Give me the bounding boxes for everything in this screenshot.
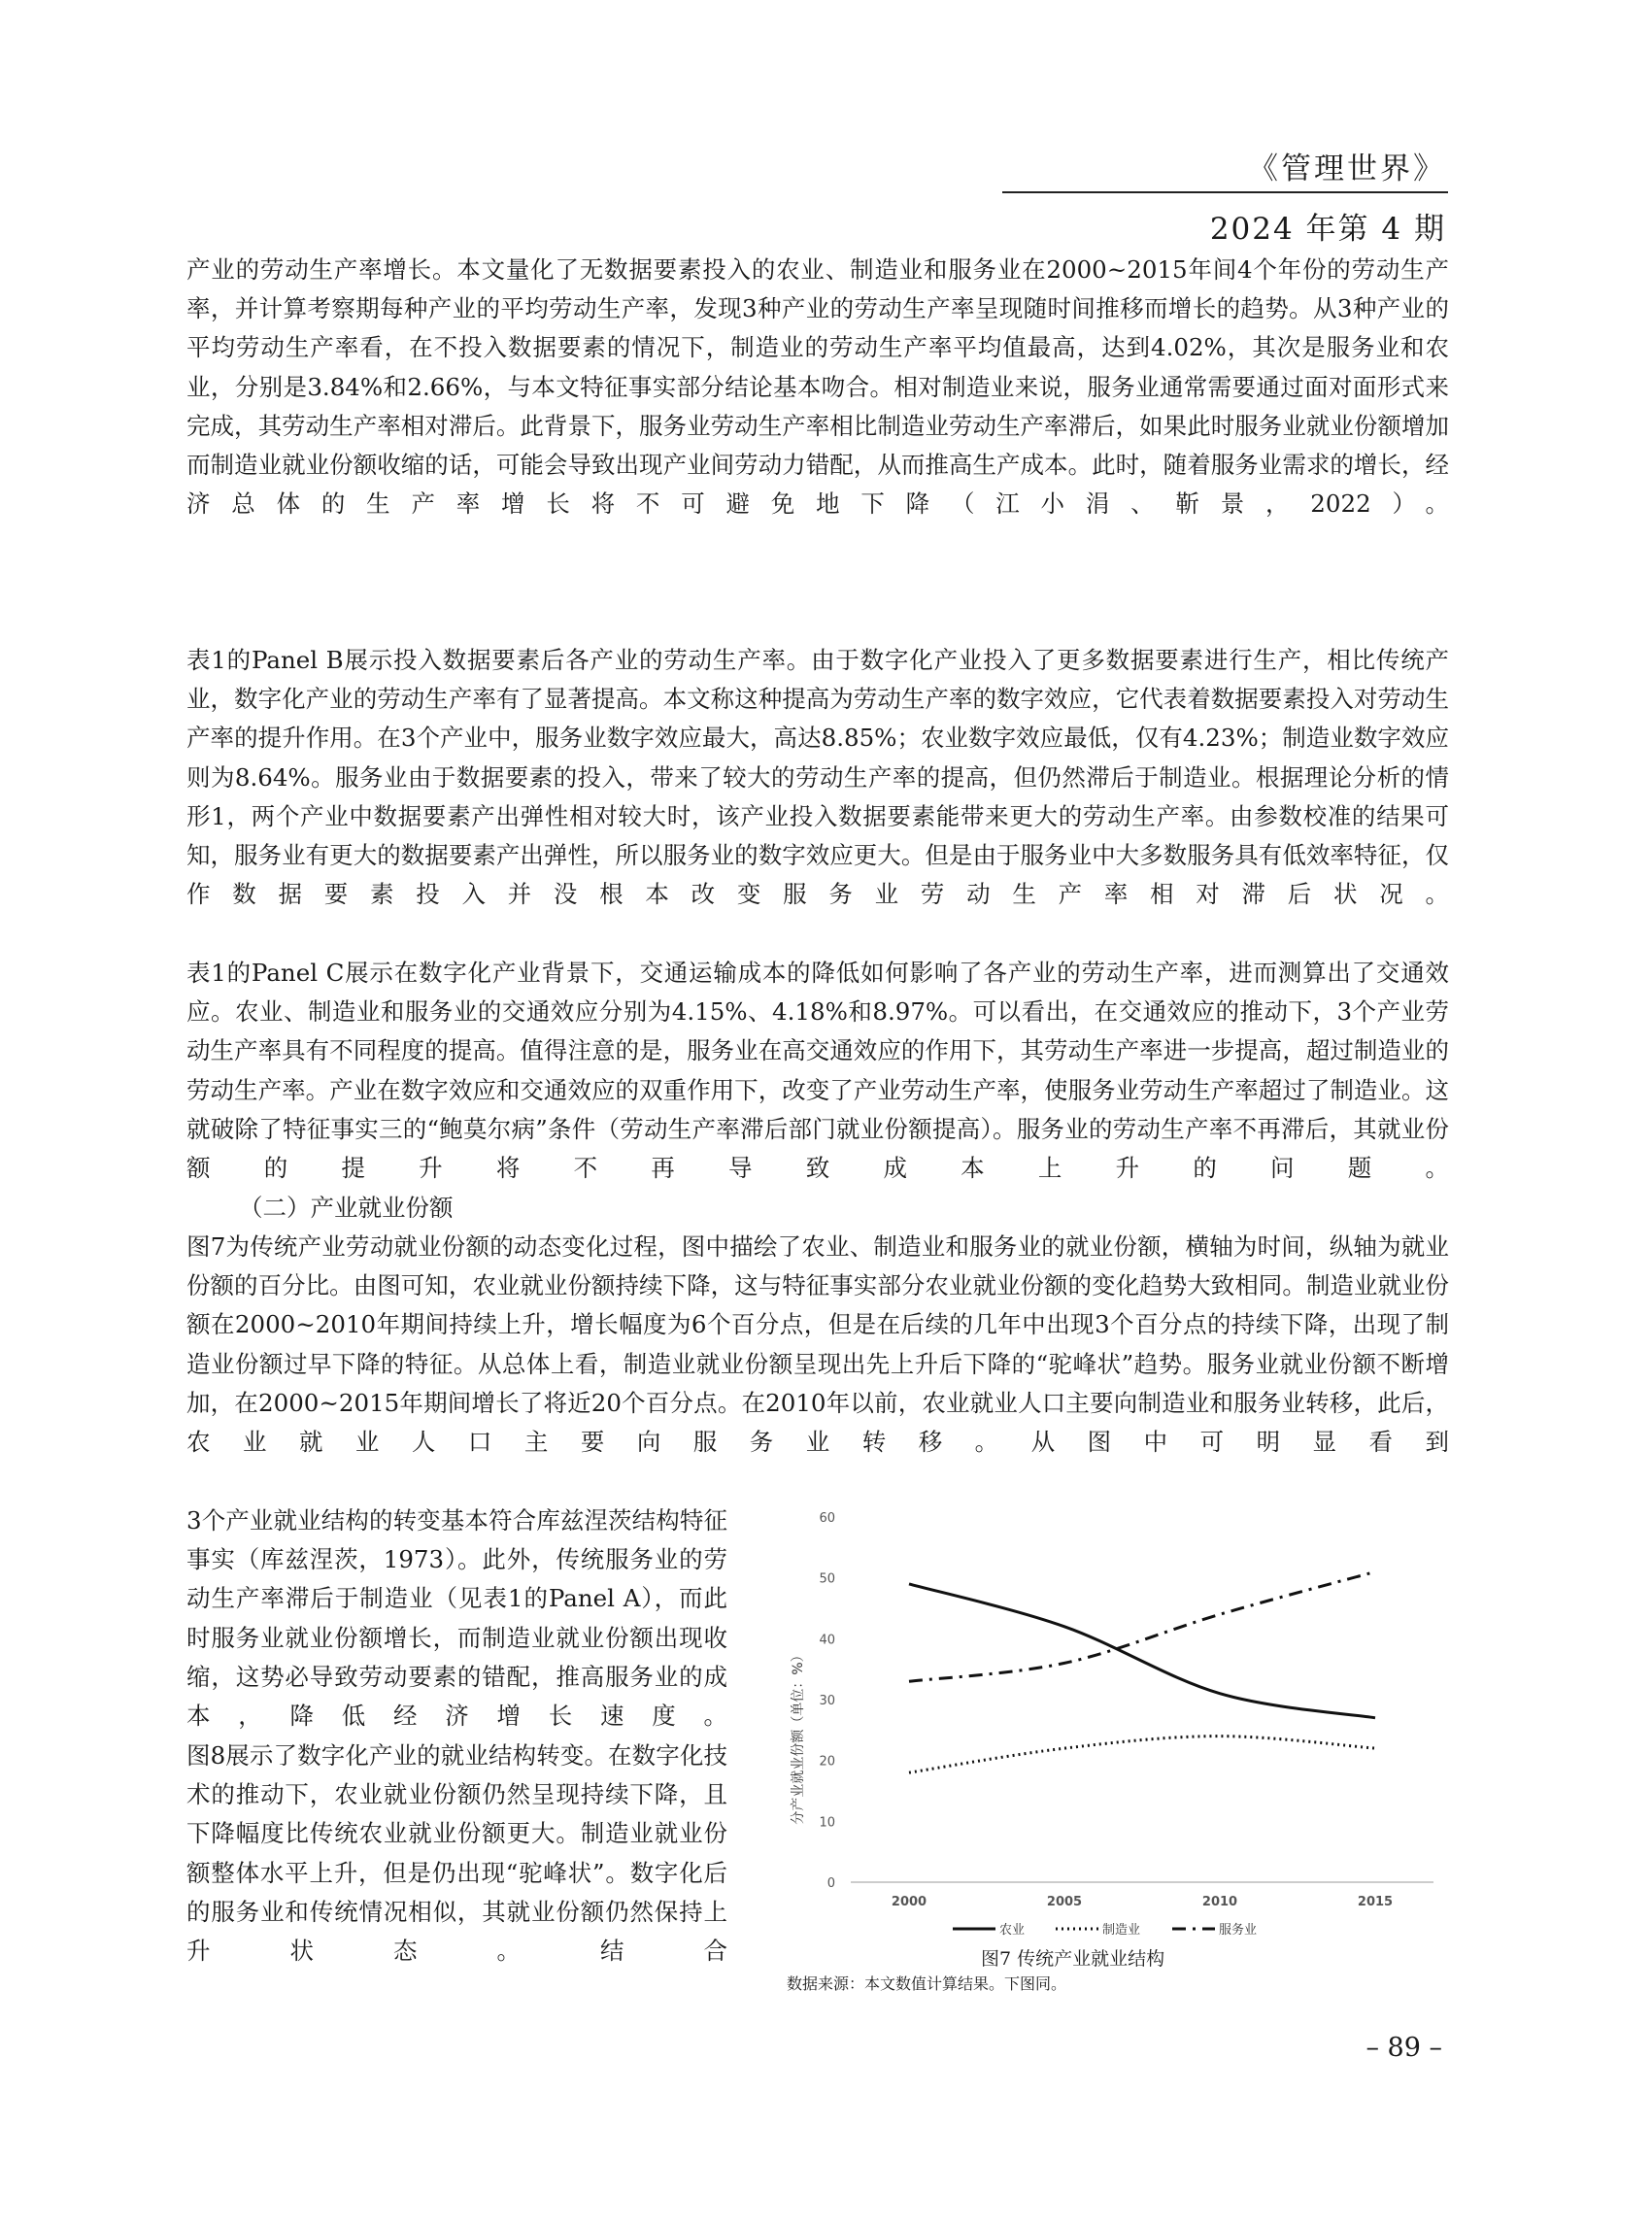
- section-heading: （二）产业就业份额: [239, 1194, 454, 1222]
- paragraph-6: 图8展示了数字化产业的就业结构转变。在数字化技术的推动下，农业就业份额仍然呈现持续下降，且下降幅度比传统农业就业份额更大。制造业就业份额整体水平上升，但是仍出现“驼峰状”。数字化后的服务业和传统情况相似，其就业份额仍然保持上升状态。结合: [186, 1741, 727, 1966]
- x-tick-label: 2010: [1201, 1895, 1238, 1909]
- paragraph-4: 图7为传统产业劳动就业份额的动态变化过程，图中描绘了农业、制造业和服务业的就业份额，横轴为时间，纵轴为就业份额的百分比。由图可知，农业就业份额持续下降，这与特征事实部分农业就业份额的变化趋势大致相同。制造业就业份额在2000~2010年期间持续上升，增长幅度为6个百分点，但是在后续的几年中出现3个百分点的持续下降，出现了制造业份额过早下降的特征。从总体上看，制造业就业份额呈现出先上升后下降的“驼峰状”趋势。服务业就业份额不断增加，在2000~2015年期间增长了将近20个百分点。在2010年以前，农业就业人口主要向制造业和服务业转移，此后，农业就业人口主要向服务业转移。从图中可明显看到: [186, 1232, 1449, 1457]
- paragraph-1: 产业的劳动生产率增长。本文量化了无数据要素投入的农业、制造业和服务业在2000~2015年间4个年份的劳动生产率，并计算考察期每种产业的平均劳动生产率，发现3种产业的劳动生产率呈现随时间推移而增长的趋势。从3种产业的平均劳动生产率看，在不投入数据要素的情况下，制造业的劳动生产率平均值最高，达到4.02%，其次是服务业和农业，分别是3.84%和2.66%，与本文特征事实部分结论基本吻合。相对制造业来说，服务业通常需要通过面对面形式来完成，其劳动生产率相对滞后。此背景下，服务业劳动生产率相比制造业劳动生产率滞后，如果此时服务业就业份额增加而制造业就业份额收缩的话，可能会导致出现产业间劳动力错配，从而推高生产成本。此时，随着服务业需求的增长，经济总体的生产率增长将不可避免地下降（江小涓、靳景，2022）。: [186, 255, 1449, 519]
- series-line-0: [909, 1584, 1375, 1718]
- legend-label-1: 制造业: [1102, 1923, 1141, 1938]
- chart-legend: [953, 1922, 1257, 1938]
- page-number: – 89 –: [1365, 2033, 1442, 2063]
- chart-lines: [909, 1571, 1375, 1772]
- series-line-2: [909, 1571, 1375, 1681]
- paragraph-5: 3个产业就业结构的转变基本符合库兹涅茨结构特征事实（库兹涅茨，1973）。此外，传统服务业的劳动生产率滞后于制造业（见表1的Panel A），而此时服务业就业份额增长，而制造业就业份额出现收缩，这势必导致劳动要素的错配，推高服务业的成本，降低经济增长速度。: [186, 1506, 727, 1731]
- y-tick-label: 0: [826, 1876, 835, 1891]
- y-tick-label: 20: [819, 1754, 835, 1770]
- y-tick-label: 60: [819, 1511, 835, 1526]
- y-tick-label: 10: [819, 1815, 835, 1831]
- issue-label: 2024 年第 4 期: [1209, 212, 1446, 247]
- x-tick-label: 2005: [1046, 1895, 1083, 1909]
- header-rule: [1002, 191, 1448, 193]
- y-axis-label: 分产业就业份额（单位：%）: [791, 1648, 806, 1825]
- x-tick-label: 2000: [891, 1895, 927, 1909]
- y-tick-label: 30: [819, 1694, 835, 1708]
- employment-share-chart: [763, 1496, 1455, 1952]
- y-tick-label: 50: [819, 1571, 835, 1587]
- figure-source: 数据来源：本文数值计算结果。下图同。: [787, 1974, 1067, 1993]
- journal-title: 《管理世界》: [1248, 152, 1446, 186]
- y-tick-label: 40: [819, 1633, 835, 1648]
- figure-caption: 图7 传统产业就业结构: [981, 1948, 1165, 1970]
- x-tick-label: 2015: [1357, 1895, 1394, 1909]
- paragraph-2: 表1的Panel B展示投入数据要素后各产业的劳动生产率。由于数字化产业投入了更多数据要素进行生产，相比传统产业，数字化产业的劳动生产率有了显著提高。本文称这种提高为劳动生产率的数字效应，它代表着数据要素投入对劳动生产率的提升作用。在3个产业中，服务业数字效应最大，高达8.85%；农业数字效应最低，仅有4.23%；制造业数字效应则为8.64%。服务业由于数据要素的投入，带来了较大的劳动生产率的提高，但仍然滞后于制造业。根据理论分析的情形1，两个产业中数据要素产出弹性相对较大时，该产业投入数据要素能带来更大的劳动生产率。由参数校准的结果可知，服务业有更大的数据要素产出弹性，所以服务业的数字效应更大。但是由于服务业中大多数服务具有低效率特征，仅作数据要素投入并没根本改变服务业劳动生产率相对滞后状况。: [186, 646, 1449, 909]
- paragraph-3: 表1的Panel C展示在数字化产业背景下，交通运输成本的降低如何影响了各产业的劳动生产率，进而测算出了交通效应。农业、制造业和服务业的交通效应分别为4.15%、4.18%和8.97%。可以看出，在交通效应的推动下，3个产业劳动生产率具有不同程度的提高。值得注意的是，服务业在高交通效应的作用下，其劳动生产率进一步提高，超过制造业的劳动生产率。产业在数字效应和交通效应的双重作用下，改变了产业劳动生产率，使服务业劳动生产率超过了制造业。这就破除了特征事实三的“鲍莫尔病”条件（劳动生产率滞后部门就业份额提高）。服务业的劳动生产率不再滞后，其就业份额的提升将不再导致成本上升的问题。: [186, 959, 1449, 1183]
- legend-label-2: 服务业: [1219, 1923, 1258, 1938]
- legend-label-0: 农业: [999, 1923, 1026, 1938]
- series-line-1: [909, 1737, 1375, 1773]
